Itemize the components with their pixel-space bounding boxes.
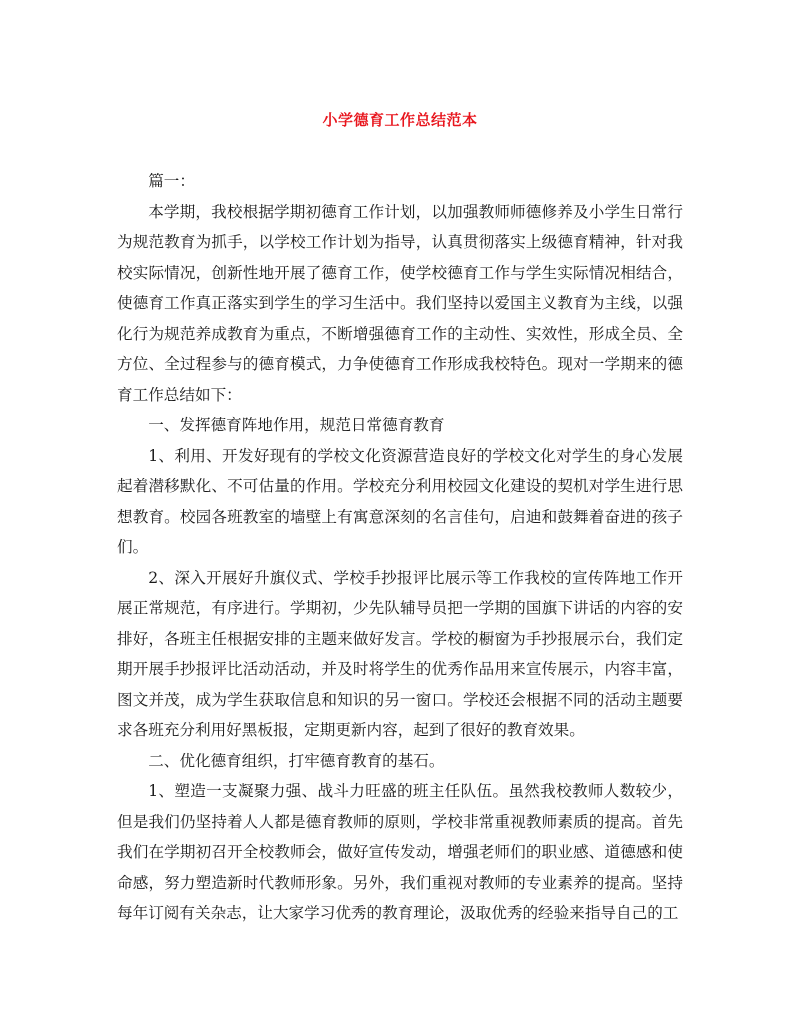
heading-section-one: 一、发挥德育阵地作用，规范日常德育教育 (148, 416, 445, 434)
heading-section-two: 二、优化德育组织，打牢德育教育的基石。 (148, 751, 445, 770)
paragraph-section-label: 篇一： (148, 172, 195, 190)
paragraph-item: 1、利用、开发好现有的学校文化资源营造良好的学校文化对学生的身心发展起着潜移默化、不可估量的作用。学校充分利用校园文化建设的契机对学生进行思想教育。校园各班教室的墙壁上有寓意深刻的名言佳句，启迪和鼓舞着奋进的孩子们。 (117, 446, 683, 556)
paragraph-item: 2、深入开展好升旗仪式、学校手抄报评比展示等工作我校的宣传阵地工作开展正常规范，有序进行。学期初，少先队辅导员把一学期的国旗下讲话的内容的安排好，各班主任根据安排的主题来做好发言。学校的橱窗为手抄报展示台，我们定期开展手抄报评比活动活动，并及时将学生的优秀作品用来宣传展示，内容丰富，图文并茂，成为学生获取信息和知识的另一窗口。学校还会根据不同的活动主题要求各班充分利用好黑板报，定期更新内容，起到了很好的教育效果。 (117, 568, 683, 739)
document-title: 小学德育工作总结范本 (322, 111, 478, 129)
paragraph-intro: 本学期，我校根据学期初德育工作计划，以加强教师师德修养及小学生日常行为规范教育为抓手，以学校工作计划为指导，认真贯彻落实上级德育精神，针对我校实际情况，创新性地开展了德育工作，使学校德育工作与学生实际情况相结合，使德育工作真正落实到学生的学习生活中。我们坚持以爱国主义教育为主线，以强化行为规范养成教育为重点，不断增强德育工作的主动性、实效性，形成全员、全方位、全过程参与的德育模式，力争使德育工作形成我校特色。现对一学期来的德育工作总结如下： (117, 202, 683, 404)
paragraph-item: 1、塑造一支凝聚力强、战斗力旺盛的班主任队伍。虽然我校教师人数较少，但是我们仍坚持着人人都是德育教师的原则，学校非常重视教师素质的提高。首先我们在学期初召开全校教师会，做好宣传发动，增强老师们的职业感、道德感和使命感，努力塑造新时代教师形象。另外，我们重视对教师的专业素养的提高。坚持每年订阅有关杂志，让大家学习优秀的教育理论，汲取优秀的经验来指导自己的工 (117, 782, 683, 922)
document-body (117, 166, 683, 929)
